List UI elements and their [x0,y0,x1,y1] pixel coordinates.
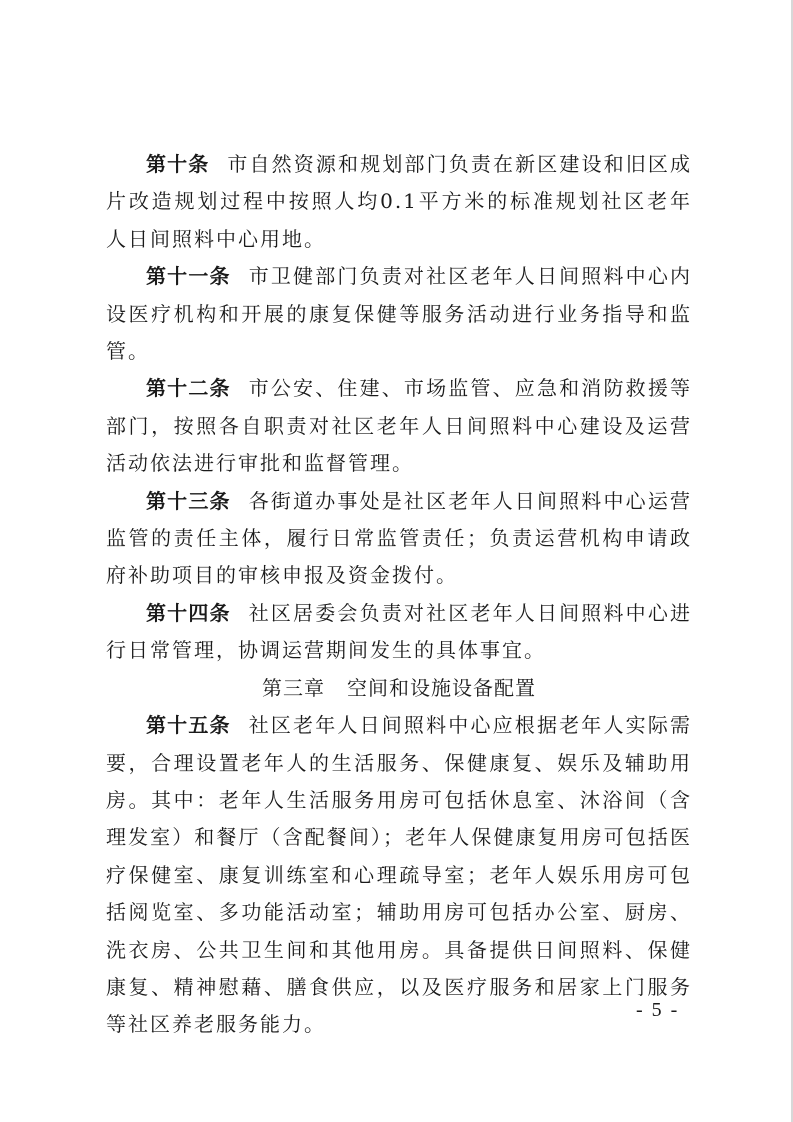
article-11 [106,258,692,370]
article-13 [106,483,692,595]
article-title: 第十三条 [146,488,231,513]
article-title: 第十条 [146,152,210,176]
article-title: 第十五条 [146,713,231,738]
article-title: 第十四条 [146,600,231,625]
article-text: 社区老年人日间照料中心应根据老年人实际需要，合理设置老年人的生活服务、保健康复、娱乐及辅助用房。其中：老年人生活服务用房可包括休息室、沐浴间（含理发室）和餐厅（含配餐间）；老年人保健康复用房可包括医疗保健室、康复训练室和心理疏导室；老年人娱乐用房可包括阅览室、多功能活动室；辅助用房可包括办公室、厨房、洗衣房、公共卫生间和其他用房。具备提供日间照料、保健康复、精神慰藉、膳食供应，以及医疗服务和居家上门服务等社区养老服务能力。 [106,713,693,1037]
document-body [106,146,692,1044]
chapter-number: 第三章 [262,675,325,700]
chapter-title: 空间和设施设备配置 [347,675,536,700]
article-text: 市自然资源和规划部门负责在新区建设和旧区成片改造规划过程中按照人均0.1平方米的标准规划社区老年人日间照料中心用地。 [106,152,693,251]
article-text: 社区居委会负责对社区老年人日间照料中心进行日常管理，协调运营期间发生的具体事宜。 [106,600,693,663]
article-text: 市公安、住建、市场监管、应急和消防救援等部门，按照各自职责对社区老年人日间照料中心建设及运营活动依法进行审批和监督管理。 [106,376,693,476]
article-title: 第十一条 [146,264,231,289]
page-number: - 5 - [636,999,680,1021]
article-title: 第十二条 [146,376,231,401]
article-text: 各街道办事处是社区老年人日间照料中心运营监管的责任主体，履行日常监管责任；负责运营机构申请政府补助项目的审核申报及资金拨付。 [106,488,693,588]
article-14 [106,595,692,670]
article-12 [106,370,692,482]
article-15 [106,707,692,1044]
article-10 [106,146,692,258]
article-text: 市卫健部门负责对社区老年人日间照料中心内设医疗机构和开展的康复保健等服务活动进行业务指导和监管。 [106,264,693,364]
chapter-heading [106,670,692,707]
